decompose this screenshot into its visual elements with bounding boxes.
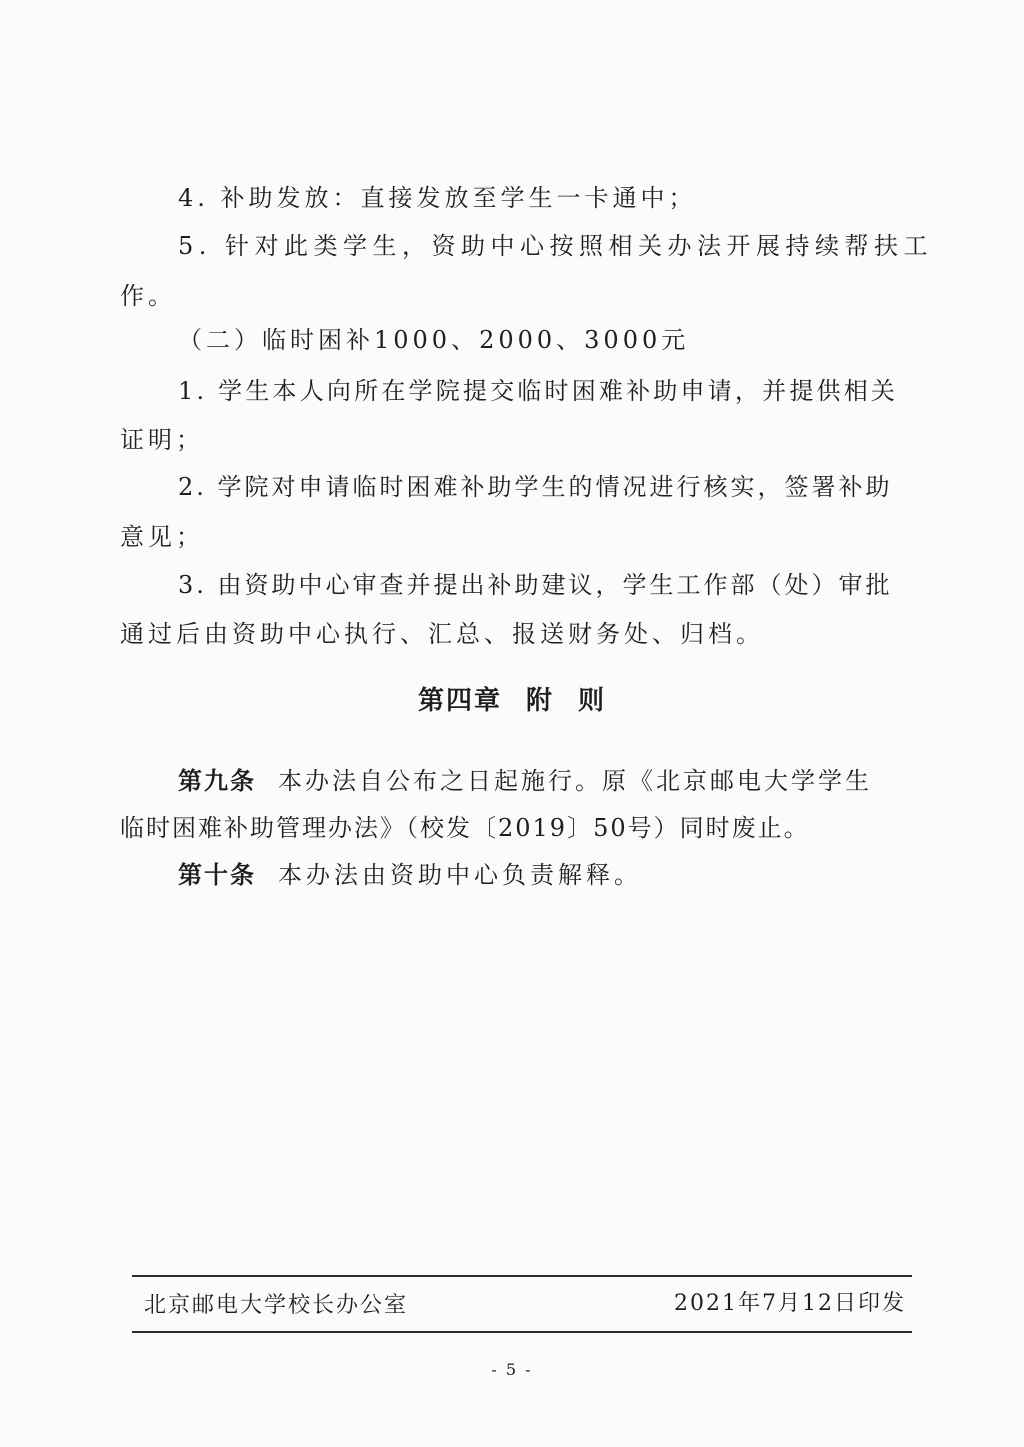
chapter-title-char: 则 xyxy=(578,686,607,716)
article-10-label: 第十条 xyxy=(178,861,256,889)
chapter-title-char: 附 xyxy=(525,686,554,716)
body-line: 5. 针对此类学生，资助中心按照相关办法开展持续帮扶工 xyxy=(178,232,934,260)
body-line: 证明； xyxy=(120,426,204,454)
body-line: 通过后由资助中心执行、汇总、报送财务处、归档。 xyxy=(120,620,764,648)
page-number: - 5 - xyxy=(491,1360,533,1379)
footer-date: 2021年7月12日印发 xyxy=(674,1291,906,1316)
body-line: （二）临时困补1000、2000、3000元 xyxy=(178,326,690,354)
footer-issuer: 北京邮电大学校长办公室 xyxy=(144,1293,409,1318)
footer-top-rule xyxy=(132,1275,912,1277)
body-line: 1. 学生本人向所在学院提交临时困难补助申请，并提供相关 xyxy=(178,377,899,405)
chapter-heading xyxy=(0,685,1024,717)
article-10-text: 本办法由资助中心负责解释。 xyxy=(278,861,642,889)
body-line: 意见； xyxy=(120,523,204,551)
article-9-label: 第九条 xyxy=(178,767,256,795)
chapter-number: 第四章 xyxy=(417,686,502,716)
body-line: 4. 补助发放：直接发放至学生一卡通中； xyxy=(178,184,697,212)
article-9-line1 xyxy=(178,766,872,796)
body-line: 2. 学院对申请临时困难补助学生的情况进行核实，签署补助 xyxy=(178,473,893,501)
article-9-text: 本办法自公布之日起施行。原《北京邮电大学学生 xyxy=(278,767,872,795)
body-line: 作。 xyxy=(120,282,176,310)
footer-bottom-rule xyxy=(132,1331,912,1333)
article-9-line2: 临时困难补助管理办法》（校发〔2019〕50号）同时废止。 xyxy=(120,814,810,842)
body-line: 3. 由资助中心审查并提出补助建议，学生工作部（处）审批 xyxy=(178,571,893,599)
article-10 xyxy=(178,860,642,890)
